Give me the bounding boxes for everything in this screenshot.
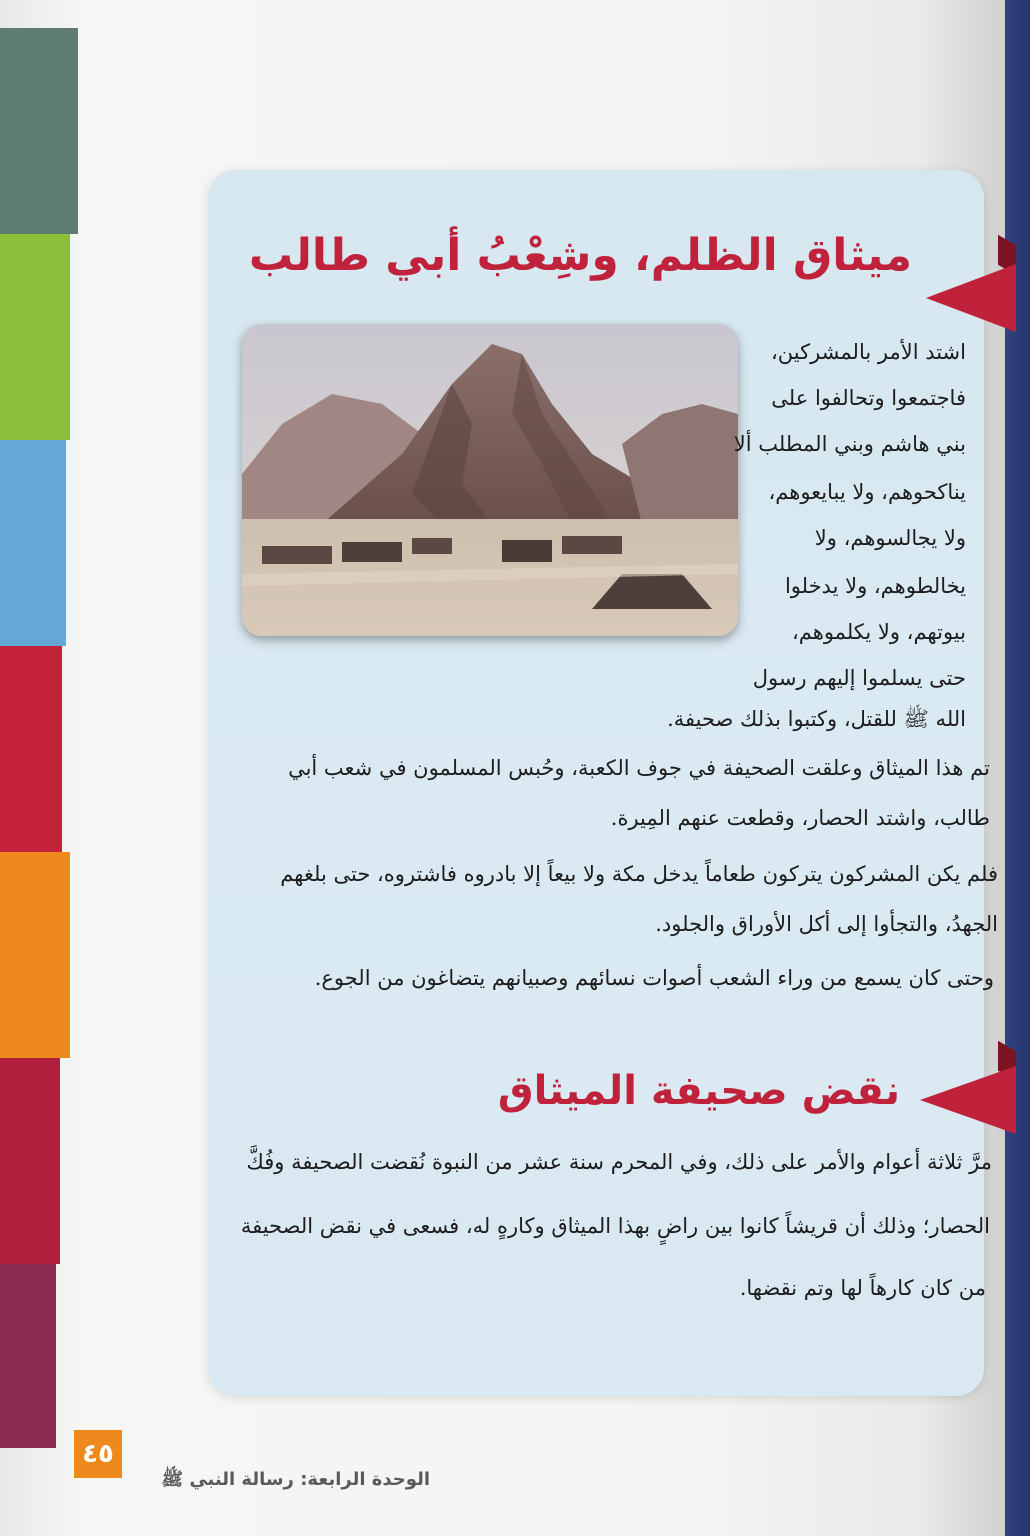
unit-title-footer: الوحدة الرابعة: رسالة النبي ﷺ bbox=[161, 1469, 430, 1490]
tab-green-gray bbox=[0, 28, 78, 234]
heading-ribbon bbox=[920, 1066, 1016, 1134]
page-number: ٤٥ bbox=[74, 1430, 122, 1478]
mountain-photo bbox=[242, 324, 738, 636]
paragraph-line: الجهدُ، والتجأوا إلى أكل الأوراق والجلود. bbox=[655, 912, 998, 936]
tab-blue bbox=[0, 440, 66, 646]
side-line: يناكحوهم، ولا يبايعوهم، bbox=[768, 480, 966, 504]
side-line: اشتد الأمر بالمشركين، bbox=[771, 340, 966, 364]
paragraph-line: طالب، واشتد الحصار، وقطعت عنهم المِيرة. bbox=[610, 806, 990, 830]
section-title-covenant: ميثاق الظلم، وشِعْبُ أبي طالب bbox=[248, 230, 912, 281]
tab-lime bbox=[0, 234, 70, 440]
side-line: فاجتمعوا وتحالفوا على bbox=[771, 386, 966, 410]
tab-crimson bbox=[0, 1058, 60, 1264]
paragraph-line: فلم يكن المشركون يتركون طعاماً يدخل مكة ولا بيعاً إلا بادروه فاشتروه، حتى بلغهم bbox=[280, 862, 998, 886]
side-line: بني هاشم وبني المطلب ألا bbox=[733, 432, 966, 456]
side-line: يخالطوهم، ولا يدخلوا bbox=[784, 574, 966, 598]
color-tabs bbox=[0, 28, 78, 1448]
heading-ribbon bbox=[926, 264, 1016, 332]
tab-plum bbox=[0, 1264, 56, 1448]
paragraph-line: الحصار؛ وذلك أن قريشاً كانوا بين راضٍ بهذا الميثاق وكارهٍ له، فسعى في نقض الصحيفة bbox=[240, 1214, 990, 1238]
tab-red bbox=[0, 646, 62, 852]
side-line: ولا يجالسوهم، ولا bbox=[814, 526, 966, 550]
side-line: حتى يسلموا إليهم رسول bbox=[752, 666, 966, 690]
paragraph-line: وحتى كان يسمع من وراء الشعب أصوات نسائهم وصبيانهم يتضاغون من الجوع. bbox=[314, 966, 994, 990]
tab-orange bbox=[0, 852, 70, 1058]
paragraph-line: من كان كارهاً لها وتم نقضها. bbox=[739, 1276, 986, 1300]
mountain-illustration bbox=[242, 324, 738, 636]
paragraph-line: مرَّ ثلاثة أعوام والأمر على ذلك، وفي المحرم سنة عشر من النبوة نُقضت الصحيفة وفُكَّ bbox=[246, 1150, 992, 1174]
paragraph-line: تم هذا الميثاق وعلقت الصحيفة في جوف الكعبة، وحُبس المسلمون في شعب أبي bbox=[288, 756, 990, 780]
paragraph-line: الله ﷺ للقتل، وكتبوا بذلك صحيفة. bbox=[667, 707, 966, 731]
section-title-breaking: نقض صحيفة الميثاق bbox=[497, 1068, 900, 1114]
side-line: بيوتهم، ولا يكلموهم، bbox=[792, 620, 966, 644]
